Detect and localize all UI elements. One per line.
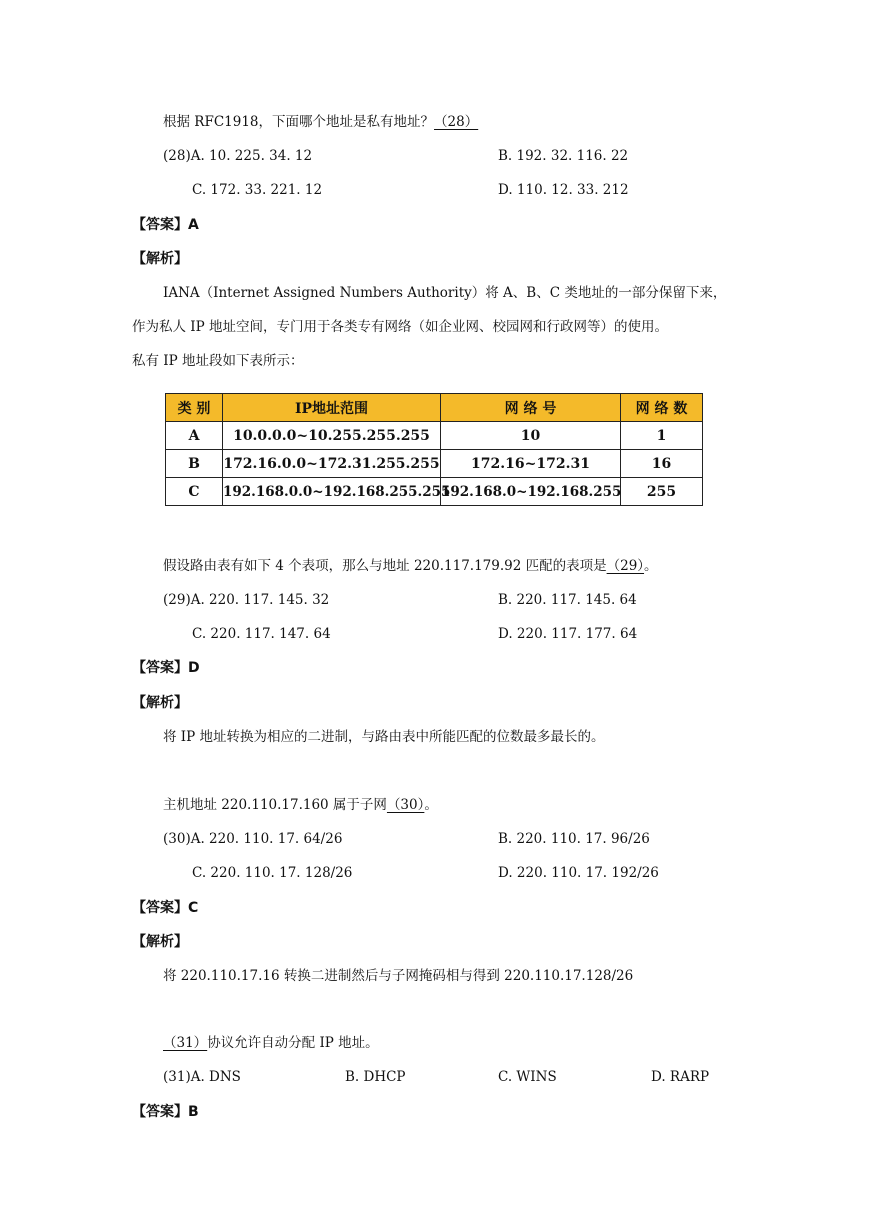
q31-option-c: C. WINS	[498, 1069, 557, 1085]
q29-analysis-line-1: 将 IP 地址转换为相应的二进制，与路由表中所能匹配的位数最多最长的。	[163, 729, 605, 745]
table-cell: 172.16.0.0~172.31.255.255	[223, 450, 441, 478]
table-header-cell: 网 络 数	[621, 394, 703, 422]
q30-option-c: C. 220. 110. 17. 128/26	[192, 865, 353, 881]
q31-option-a: (31)A. DNS	[163, 1069, 241, 1085]
q28-analysis-line-3: 私有 IP 地址段如下表所示：	[132, 353, 304, 369]
q30-option-b: B. 220. 110. 17. 96/26	[498, 831, 650, 847]
q29-stem: 假设路由表有如下 4 个表项，那么与地址 220.117.179.92 匹配的表项是（29）。	[163, 558, 658, 574]
table-row	[166, 422, 703, 450]
q30-blank: （30）	[386, 797, 425, 813]
q28-analysis-line-2: 作为私人 IP 地址空间，专门用于各类专有网络（如企业网、校园网和行政网等）的使用。	[132, 319, 668, 335]
table-header-cell: 网 络 号	[441, 394, 621, 422]
q31-stem: （31）协议允许自动分配 IP 地址。	[163, 1035, 379, 1051]
q28-blank: （28）	[434, 114, 479, 130]
q28-stem: 根据 RFC1918，下面哪个地址是私有地址？（28）	[163, 114, 479, 130]
q28-option-d: D. 110. 12. 33. 212	[498, 182, 629, 198]
table-cell: 192.168.0.0~192.168.255.255	[223, 478, 441, 506]
q29-option-b: B. 220. 117. 145. 64	[498, 592, 637, 608]
table-cell: 16	[621, 450, 703, 478]
table-header-cell: IP地址范围	[223, 394, 441, 422]
q29-option-a: (29)A. 220. 117. 145. 32	[163, 592, 330, 608]
q31-option-b: B. DHCP	[345, 1069, 406, 1085]
table-cell: 192.168.0~192.168.255	[441, 478, 621, 506]
table-row	[166, 478, 703, 506]
q30-answer: 【答案】C	[132, 900, 199, 916]
table-row	[166, 450, 703, 478]
q29-answer: 【答案】D	[132, 660, 200, 676]
table-cell: 255	[621, 478, 703, 506]
q30-option-d: D. 220. 110. 17. 192/26	[498, 865, 659, 881]
table-cell: A	[166, 422, 223, 450]
private-ip-table	[165, 393, 703, 506]
table-header-row	[166, 394, 703, 422]
q29-option-c: C. 220. 117. 147. 64	[192, 626, 331, 642]
table-cell: 1	[621, 422, 703, 450]
q31-blank: （31）	[163, 1035, 208, 1051]
q28-answer: 【答案】A	[132, 217, 199, 233]
q28-analysis-line-1: IANA（Internet Assigned Numbers Authority）将 A、B、C 类地址的一部分保留下来，	[163, 285, 727, 301]
q29-option-d: D. 220. 117. 177. 64	[498, 626, 638, 642]
table-cell: B	[166, 450, 223, 478]
q31-option-d: D. RARP	[651, 1069, 710, 1085]
q30-stem: 主机地址 220.110.17.160 属于子网（30）。	[163, 797, 438, 813]
q28-option-c: C. 172. 33. 221. 12	[192, 182, 323, 198]
q30-analysis-line-1: 将 220.110.17.16 转换二进制然后与子网掩码相与得到 220.110.17.128/26	[163, 968, 634, 984]
q31-answer: 【答案】B	[132, 1104, 199, 1120]
q30-option-a: (30)A. 220. 110. 17. 64/26	[163, 831, 343, 847]
table-cell: 10	[441, 422, 621, 450]
table-cell: 10.0.0.0~10.255.255.255	[223, 422, 441, 450]
q28-option-a: (28)A. 10. 225. 34. 12	[163, 148, 313, 164]
q29-blank: （29）	[606, 558, 645, 574]
table-cell: 172.16~172.31	[441, 450, 621, 478]
q30-analysis-label: 【解析】	[132, 934, 188, 950]
q29-analysis-label: 【解析】	[132, 695, 188, 711]
q28-option-b: B. 192. 32. 116. 22	[498, 148, 629, 164]
q28-analysis-label: 【解析】	[132, 251, 188, 267]
table-cell: C	[166, 478, 223, 506]
table-header-cell: 类 别	[166, 394, 223, 422]
